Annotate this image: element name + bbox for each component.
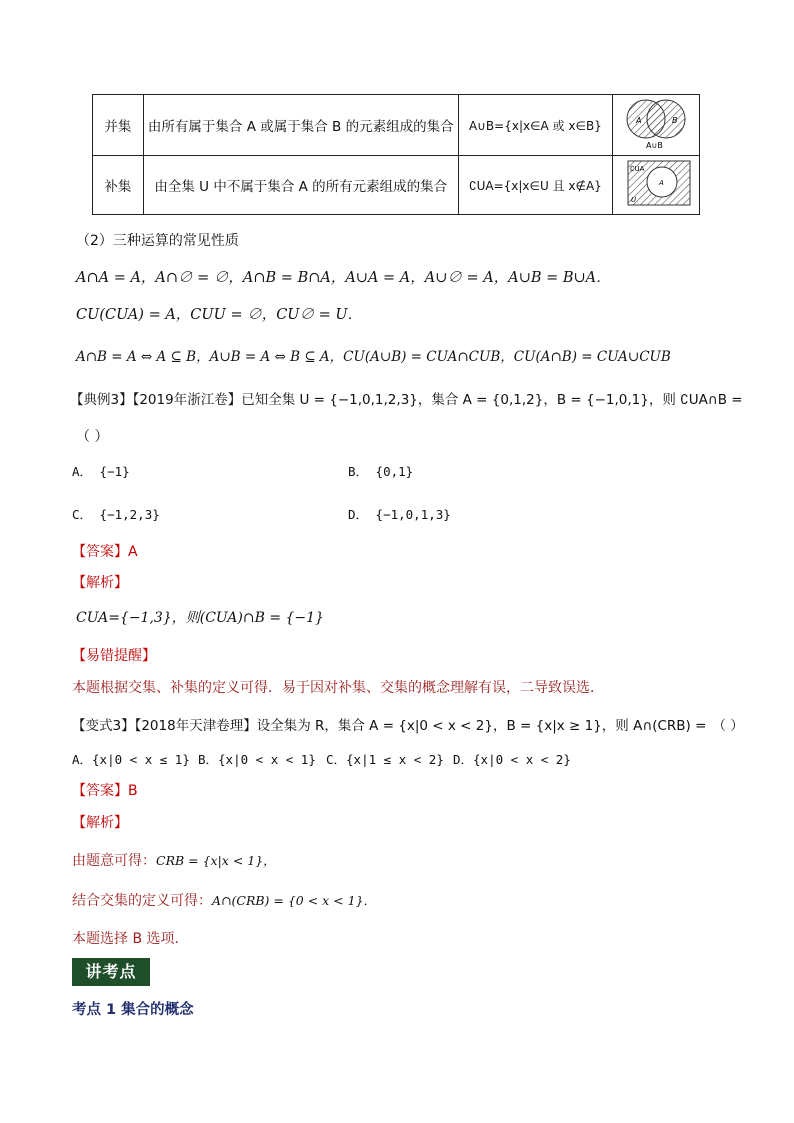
example-3-option-c: C． {−1,2,3} <box>72 507 160 522</box>
variant-3-step-1-math: CRB = {x|x < 1}， <box>156 853 276 868</box>
variant-3-step-2-text: 结合交集的定义可得： <box>72 893 212 909</box>
table-row-union <box>93 95 700 156</box>
example-3-stem-line <box>70 388 743 408</box>
complement-name: 补集 <box>93 156 144 215</box>
variant-3-source: 【2018年天津卷理】 <box>134 718 257 734</box>
example-3-tip: 本题根据交集、补集的定义可得．易于因对补集、交集的概念理解有误，二导致误选． <box>72 680 604 696</box>
properties-line-1: A∩A = A，A∩∅ = ∅，A∩B = B∩A，A∪A = A，A∪∅ = A，A∪B = B∪A． <box>76 270 611 286</box>
universe-label: U <box>631 196 637 204</box>
example-3-analysis: CUA={−1,3}，则(CUA)∩B = {−1} <box>76 610 324 626</box>
variant-3-answer: 【答案】B <box>72 783 138 799</box>
variant-3-step-2 <box>72 890 376 910</box>
union-venn-diagram <box>616 95 696 151</box>
variant-3-step-1-text: 由题意可得： <box>72 853 156 869</box>
example-3-answer: 【答案】A <box>72 544 138 560</box>
properties-heading: （2）三种运算的常见性质 <box>76 233 239 249</box>
variant-3-stem: 设全集为 R，集合 A = {x|0 < x < 2}，B = {x|x ≥ 1}，则 A∩(CRB) = <box>256 718 707 734</box>
example-3-paren: （ ） <box>76 429 109 445</box>
example-3-label: 【典例3】 <box>70 392 133 408</box>
example-3-option-d: D． {−1,0,1,3} <box>348 507 451 522</box>
variant-3-label: 【变式3】 <box>72 718 135 734</box>
variant-3-conclusion: 本题选择 B 选项． <box>72 931 189 947</box>
variant-3-option-c: C．{x|1 ≤ x < 2} <box>326 752 444 767</box>
variant-3-step-2-math: A∩(CRB) = {0 < x < 1}． <box>212 893 377 908</box>
set-operations-table <box>92 94 700 215</box>
example-3-tip-label: 【易错提醒】 <box>72 648 156 664</box>
example-3-analysis-label: 【解析】 <box>72 575 128 591</box>
variant-3-analysis-label: 【解析】 <box>72 815 128 831</box>
properties-line-3: A∩B = A ⇔ A ⊆ B，A∪B = A ⇔ B ⊆ A，CU(A∪B) = CUA∩CUB，CU(A∩B) = CUA∪CUB <box>76 349 671 365</box>
set-b-circle <box>647 100 685 138</box>
variant-3-option-d: D．{x|0 < x < 2} <box>453 752 571 767</box>
union-venn-cell <box>613 95 700 156</box>
complement-figure-label: ∁UA <box>630 165 645 173</box>
properties-line-2: CU(CUA) = A，CUU = ∅，CU∅ = U． <box>76 307 363 323</box>
topic-heading: 考点 1 集合的概念 <box>72 1002 194 1018</box>
example-3-stem: 已知全集 U = {−1,0,1,2,3}，集合 A = {0,1,2}，B = {−1,0,1}，则 ∁UA∩B = <box>241 392 743 408</box>
section-badge: 讲考点 <box>72 958 150 986</box>
variant-3-step-1 <box>72 850 276 870</box>
complement-venn-cell <box>613 156 700 215</box>
table-row-complement <box>93 156 700 215</box>
variant-3-paren: （ ） <box>712 718 744 734</box>
complement-formula: ∁UA={x|x∈U 且 x∉A} <box>458 156 612 215</box>
union-figure-label: A∪B <box>646 141 663 150</box>
union-name: 并集 <box>93 95 144 156</box>
example-3-option-b: B． {0,1} <box>348 464 414 479</box>
complement-set-a-label: A <box>659 179 664 187</box>
variant-3-stem-line <box>72 714 744 734</box>
variant-3-option-b: B．{x|0 < x < 1} <box>198 752 316 767</box>
example-3-option-a: A． {−1} <box>72 464 130 479</box>
complement-venn-diagram <box>616 158 696 208</box>
union-description: 由所有属于集合 A 或属于集合 B 的元素组成的集合 <box>143 95 458 156</box>
set-a-label: A <box>636 116 642 125</box>
variant-3-option-a: A．{x|0 < x ≤ 1} <box>72 752 190 767</box>
set-b-label: B <box>672 116 678 125</box>
example-3-source: 【2019年浙江卷】 <box>132 392 242 408</box>
complement-description: 由全集 U 中不属于集合 A 的所有元素组成的集合 <box>143 156 458 215</box>
union-formula: A∪B={x|x∈A 或 x∈B} <box>458 95 612 156</box>
